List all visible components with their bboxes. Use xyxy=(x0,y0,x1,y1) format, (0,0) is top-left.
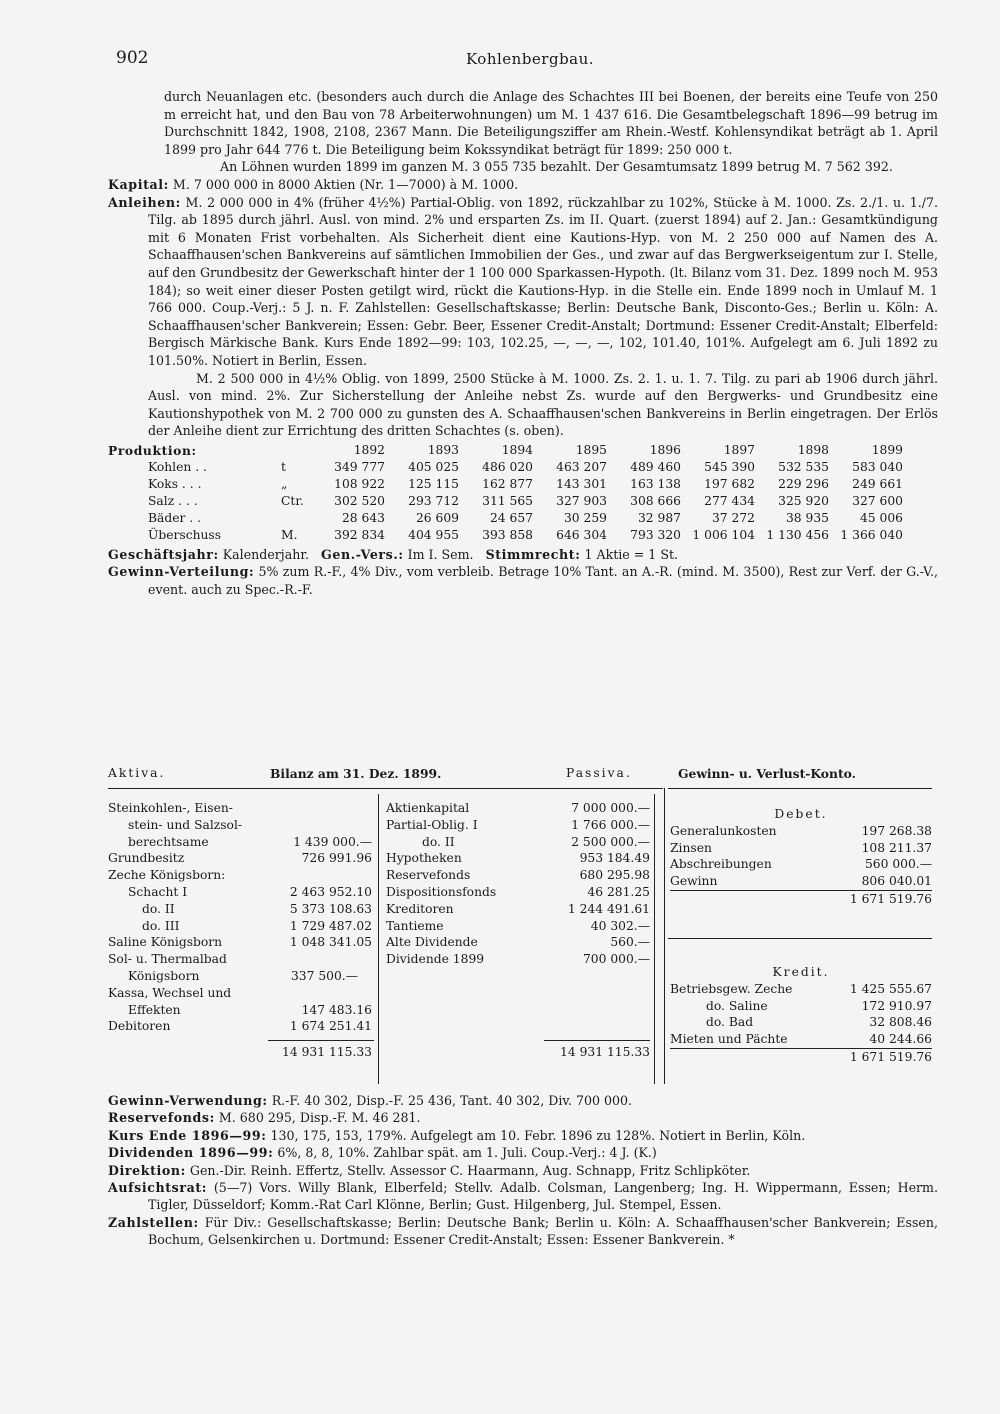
main-text xyxy=(108,88,938,599)
debet-value: 806 040.01 xyxy=(861,874,932,889)
intro-paragraph: durch Neuanlagen etc. (besonders auch durch die Anlage des Schachtes III bei Boenen, der bereits eine Teufe von 250 m erreicht hat, und den Bau von 78 Arbeiterwohnungen) um M. 1 437 616. Die Gesamtbelegschaft 1896—99 betrug im Durchschnitt 1842, 1908, 2108, 2367 Mann. Die Beteiligungsziffer am Rhein.-Westf. Kohlensyndikat beträgt ab 1. April 1899 pro Jahr 644 776 t. Die Beteiligung beim Kokssyndikat beträgt für 1899: 250 000 t. xyxy=(164,89,938,157)
passiva-title: Passiva. xyxy=(566,766,632,780)
aktiva-row xyxy=(108,850,372,867)
debet-row xyxy=(670,840,932,857)
production-unit: M. xyxy=(281,527,298,542)
geschaeftsjahr-text: Kalenderjahr. xyxy=(222,546,309,562)
gv-text: Im I. Sem. xyxy=(407,546,474,562)
tail-text: Gen.-Dir. Reinh. Effertz, Stellv. Assessor C. Haarmann, Aug. Schnapp, Fritz Schlipköter. xyxy=(189,1162,751,1178)
debet-row xyxy=(670,856,932,873)
debet-label: Zinsen xyxy=(670,840,712,855)
production-cell: 545 390 xyxy=(704,459,755,474)
production-cell: 532 535 xyxy=(778,459,829,474)
kredit-total: 1 671 519.76 xyxy=(849,1049,932,1064)
production-cell: 311 565 xyxy=(482,493,533,508)
year-header: 1892 xyxy=(353,442,385,457)
aktiva-label: Kassa, Wechsel und xyxy=(108,985,232,1000)
passiva-value: 680 295.98 xyxy=(579,868,650,883)
production-unit: „ xyxy=(281,476,288,491)
kredit-value: 1 425 555.67 xyxy=(849,981,932,996)
rule xyxy=(654,794,655,1084)
production-row-label: Überschuss xyxy=(148,527,222,542)
aktiva-row xyxy=(108,918,372,935)
debet-value: 108 211.37 xyxy=(861,840,932,855)
aktiva-total-row xyxy=(108,1044,372,1061)
production-row xyxy=(108,459,907,476)
aktiva-list xyxy=(108,800,372,1035)
tail-entry xyxy=(108,1144,938,1161)
year-header: 1899 xyxy=(871,442,903,457)
production-cell: 486 020 xyxy=(482,459,533,474)
aktiva-row xyxy=(108,800,372,817)
debet-label: Abschreibungen xyxy=(670,857,772,872)
stimmrecht-label: Stimmrecht: xyxy=(485,546,581,562)
production-cell: 163 138 xyxy=(630,476,681,491)
aktiva-label: Saline Königsborn xyxy=(108,935,223,950)
aktiva-label: Debitoren xyxy=(108,1019,171,1034)
passiva-row xyxy=(386,884,650,901)
passiva-value: 1 244 491.61 xyxy=(567,901,650,916)
passiva-row xyxy=(386,934,650,951)
kredit-row xyxy=(670,981,932,998)
anleihen-text: M. 2 000 000 in 4% (früher 4½%) Partial-Oblig. von 1892, rückzahlbar zu 102%, Stücke à M. 1000. Zs. 2./1. u. 1./7. Tilg. ab 1895 durch jährl. Ausl. von mind. 2% und ersparten Zs. im II. Quart. (zuerst 1894) auf 2. Jan.: Gesamtkündigung mit 6 Monaten Frist vorbehalten. Als Sicherheit dient eine Kautions-Hyp. von M. 2 250 000 auf Namen des A. Schaaffhausen'schen Bankvereins auf sämtlichen Immobilien der Ges., und zwar auf das Bergwerkseigentum zur I. Stelle, auf den Grundbesitz der Gewerkschaft hinter der 1 100 000 Sparkassen-Hypoth. (lt. Bilanz vom 31. Dez. 1899 noch M. 953 184); so weit einer dieser Posten getilgt wird, rückt die Kautions-Hyp. in die Stelle ein. Ende 1899 noch in Umlauf M. 1 766 000. Coup.-Verj.: 5 J. n. F. Zahlstellen: Gesellschaftskasse; Berlin: Deutsche Bank, Disconto-Ges.; Berlin u. Köln: A. Schaaffhausen'scher Bankverein; Essen: Gebr. Beer, Essener Credit-Anstalt; Dortmund: Essener Credit-Anstalt; Elberfeld: Bergisch Märkische Bank. Kurs Ende 1892—99: 103, 102.25, —, —, —, 102, 101.40, 101%. Aufgelegt am 6. Juli 1892 zu 101.50%. Notiert in Berlin, Essen. xyxy=(148,194,938,368)
passiva-value: 1 766 000.— xyxy=(571,817,650,832)
passiva-label: Aktienkapital xyxy=(386,801,470,815)
tail-entry xyxy=(108,1109,938,1126)
aktiva-value: 1 048 341.05 xyxy=(289,935,372,950)
aktiva-label: Königsborn xyxy=(128,968,200,983)
geschaeftsjahr-label: Geschäftsjahr: xyxy=(108,546,219,562)
production-cell: 404 955 xyxy=(408,527,459,542)
kredit-row xyxy=(670,998,932,1015)
stimmrecht-text: 1 Aktie = 1 St. xyxy=(584,546,679,562)
tail-text: 130, 175, 153, 179%. Aufgelegt am 10. Febr. 1896 zu 128%. Notiert in Berlin, Köln. xyxy=(270,1127,806,1143)
anleihen-text-2: M. 2 500 000 in 4½% Oblig. von 1899, 2500 Stücke à M. 1000. Zs. 2. 1. u. 1. 7. Tilg. zu pari ab 1906 durch jährl. Ausl. von mind. 2%. Zur Sicherstellung der Anleihe nebst Zs. wurde auf den Bergwerks- und Grundbesitz eine Kautionshypothek von M. 2 700 000 zu gunsten des A. Schaaffhausen'schen Bankvereins in Berlin eingetragen. Der Erlös der Anleihe dient zur Errichtung des dritten Schachtes (s. oben). xyxy=(148,370,938,439)
kredit-value: 32 808.46 xyxy=(869,1015,932,1030)
aktiva-row xyxy=(108,834,372,851)
kredit-value: 40 244.66 xyxy=(869,1032,932,1047)
tail-entries xyxy=(108,1092,938,1249)
production-row xyxy=(108,476,907,493)
aktiva-label: Steinkohlen-, Eisen- xyxy=(108,801,233,815)
production-cell: 393 858 xyxy=(482,527,533,542)
aktiva-label: do. III xyxy=(142,918,180,933)
tail-label: Aufsichtsrat: xyxy=(108,1180,208,1196)
kredit-total-row xyxy=(670,1049,932,1066)
production-cell: 32 987 xyxy=(637,510,681,525)
debet-value: 560 000.— xyxy=(864,857,932,872)
debet-row xyxy=(670,873,932,891)
production-cell: 30 259 xyxy=(563,510,607,525)
passiva-row xyxy=(386,901,650,918)
production-cell: 249 661 xyxy=(852,476,903,491)
production-cell: 293 712 xyxy=(408,493,459,508)
production-cell: 327 903 xyxy=(556,493,607,508)
aktiva-value: 1 439 000.— xyxy=(293,834,372,849)
aktiva-label: Zeche Königsborn: xyxy=(108,868,226,883)
year-header: 1897 xyxy=(723,442,755,457)
gewinn-verteilung-text: 5% zum R.-F., 4% Div., vom verbleib. Betrage 10% Tant. an A.-R. (mind. M. 3500), Rest zur Verf. der G.-V., event. auch zu Spec.-R.-F. xyxy=(148,564,938,598)
aktiva-value: 337 500.— xyxy=(290,968,358,983)
page-number: 902 xyxy=(116,48,149,68)
tail-label: Dividenden 1896—99: xyxy=(108,1145,274,1161)
aktiva-value: 1 729 487.02 xyxy=(289,918,372,933)
aktiva-row xyxy=(108,884,372,901)
production-unit: t xyxy=(281,459,286,474)
year-header: 1896 xyxy=(649,442,681,457)
rule xyxy=(668,938,932,939)
running-title: Kohlenbergbau. xyxy=(466,50,595,68)
year-header: 1895 xyxy=(575,442,607,457)
gewinn-verteilung-entry xyxy=(108,563,938,598)
tail-text: Für Div.: Gesellschaftskasse; Berlin: Deutsche Bank; Berlin u. Köln: A. Schaaffhausen'scher Bankverein; Essen, Bochum, Gelsenkirchen u. Dortmund: Essener Credit-Anstalt; Essen: Essener Bankverein. * xyxy=(148,1214,938,1248)
passiva-value: 46 281.25 xyxy=(587,884,650,899)
production-cell: 1 366 040 xyxy=(840,527,903,542)
passiva-row xyxy=(386,850,650,867)
anleihen-label: Anleihen: xyxy=(108,194,181,210)
debet-label: Gewinn xyxy=(670,874,718,889)
aktiva-row xyxy=(108,934,372,951)
production-cell: 45 006 xyxy=(859,510,903,525)
gv-konto-title: Gewinn- u. Verlust-Konto. xyxy=(678,766,856,781)
production-cell: 583 040 xyxy=(852,459,903,474)
passiva-row xyxy=(386,834,650,851)
tail-label: Direktion: xyxy=(108,1162,186,1178)
passiva-value: 40 302.— xyxy=(590,918,650,933)
gv-label: Gen.-Vers.: xyxy=(320,546,404,562)
debet-label: Generalunkosten xyxy=(670,823,777,838)
production-cell: 26 609 xyxy=(415,510,459,525)
passiva-list xyxy=(386,800,650,968)
passiva-value: 7 000 000.— xyxy=(571,801,650,815)
passiva-label: Alte Dividende xyxy=(386,935,478,950)
production-cell: 349 777 xyxy=(334,459,385,474)
passiva-row xyxy=(386,817,650,834)
kredit-label: do. Saline xyxy=(706,998,768,1013)
passiva-label: Partial-Oblig. I xyxy=(386,817,478,832)
production-row xyxy=(108,527,907,544)
rule xyxy=(668,788,932,789)
passiva-label: Dispositionsfonds xyxy=(386,884,497,899)
aktiva-row xyxy=(108,901,372,918)
kapital-label: Kapital: xyxy=(108,176,169,192)
aktiva-row xyxy=(108,817,372,834)
production-row-label: Bäder . . xyxy=(148,510,202,525)
passiva-label: Hypotheken xyxy=(386,851,462,866)
aktiva-label: berechtsame xyxy=(128,834,209,849)
production-cell: 1 006 104 xyxy=(692,527,755,542)
production-table xyxy=(108,442,907,544)
aktiva-row xyxy=(108,1002,372,1019)
passiva-row xyxy=(386,918,650,935)
kredit-row xyxy=(670,1031,932,1049)
gv-kredit xyxy=(670,964,932,1066)
production-row xyxy=(108,510,907,527)
production-row-label: Salz . . . xyxy=(148,493,198,508)
year-header: 1898 xyxy=(797,442,829,457)
production-unit xyxy=(277,510,315,527)
production-header-row xyxy=(108,442,907,459)
rule xyxy=(108,788,663,789)
production-cell: 489 460 xyxy=(630,459,681,474)
tail-label: Zahlstellen: xyxy=(108,1214,199,1230)
gv-konto xyxy=(670,806,932,908)
passiva-label: do. II xyxy=(422,834,455,849)
production-cell: 646 304 xyxy=(556,527,607,542)
passiva-value: 953 184.49 xyxy=(579,851,650,866)
tail-label: Gewinn-Verwendung: xyxy=(108,1093,268,1108)
passiva-label: Dividende 1899 xyxy=(386,952,485,967)
passiva-row xyxy=(386,800,650,817)
aktiva-row xyxy=(108,985,372,1002)
debet-total-row xyxy=(670,891,932,908)
aktiva-label: Sol- u. Thermalbad xyxy=(108,952,227,967)
bilanz-title: Bilanz am 31. Dez. 1899. xyxy=(270,766,442,781)
passiva-value: 560.— xyxy=(610,935,650,950)
kapital-entry xyxy=(108,176,938,194)
rule xyxy=(378,794,379,1084)
production-cell: 125 115 xyxy=(408,476,459,491)
production-cell: 277 434 xyxy=(704,493,755,508)
aktiva-title: Aktiva. xyxy=(108,766,166,780)
tail-entry xyxy=(108,1127,938,1144)
production-cell: 162 877 xyxy=(482,476,533,491)
passiva-value: 700 000.— xyxy=(582,952,650,967)
debet-row xyxy=(670,823,932,840)
aktiva-row xyxy=(108,1018,372,1035)
production-row-label: Koks . . . xyxy=(148,476,202,491)
production-cell: 38 935 xyxy=(785,510,829,525)
production-cell: 405 025 xyxy=(408,459,459,474)
kredit-title: Kredit. xyxy=(772,965,830,979)
production-cell: 325 920 xyxy=(778,493,829,508)
production-cell: 24 657 xyxy=(489,510,533,525)
year-header: 1893 xyxy=(427,442,459,457)
aktiva-value: 1 674 251.41 xyxy=(289,1019,372,1034)
production-cell: 229 296 xyxy=(778,476,829,491)
debet-value: 197 268.38 xyxy=(861,823,932,838)
production-cell: 392 834 xyxy=(334,527,385,542)
kredit-value: 172 910.97 xyxy=(861,998,932,1013)
aktiva-value: 2 463 952.10 xyxy=(289,884,372,899)
production-unit: Ctr. xyxy=(281,493,304,508)
tail-text: (5—7) Vors. Willy Blank, Elberfeld; Stellv. Adalb. Colsman, Langenberg; Ing. H. Wippermann, Essen; Herm. Tigler, Düsseldorf; Komm.-Rat Carl Klönne, Berlin; Gust. Hilgenberg, Jul. Stempel, Essen. xyxy=(148,1180,938,1213)
production-cell: 108 922 xyxy=(334,476,385,491)
tail-entry xyxy=(108,1214,938,1249)
production-cell: 28 643 xyxy=(341,510,385,525)
aktiva-label: Effekten xyxy=(128,1002,181,1017)
aktiva-label: Schacht I xyxy=(128,884,188,899)
production-row-label: Kohlen . . xyxy=(148,459,207,474)
passiva-total: 14 931 115.33 xyxy=(560,1045,650,1059)
gewinn-verteilung-label: Gewinn-Verteilung: xyxy=(108,564,255,580)
production-cell: 1 130 456 xyxy=(766,527,829,542)
production-cell: 463 207 xyxy=(556,459,607,474)
production-cell: 143 301 xyxy=(556,476,607,491)
kredit-label: Mieten und Pächte xyxy=(670,1032,788,1047)
passiva-label: Kreditoren xyxy=(386,901,454,916)
tail-entry xyxy=(108,1179,938,1214)
kredit-label: Betriebsgew. Zeche xyxy=(670,981,793,996)
production-row xyxy=(108,493,907,510)
intro-paragraph: An Löhnen wurden 1899 im ganzen M. 3 055 735 bezahlt. Der Gesamtumsatz 1899 betrug M. 7 562 392. xyxy=(220,159,893,175)
production-cell: 793 320 xyxy=(630,527,681,542)
aktiva-value: 5 373 108.63 xyxy=(289,901,372,916)
passiva-row xyxy=(386,867,650,884)
aktiva-row xyxy=(108,867,372,884)
passiva-value: 2 500 000.— xyxy=(571,834,650,849)
tail-entry xyxy=(108,1092,938,1109)
aktiva-label: do. II xyxy=(142,901,175,916)
debet-title: Debet. xyxy=(774,807,828,821)
rule xyxy=(544,1040,650,1041)
tail-text: 6%, 8, 8, 10%. Zahlbar spät. am 1. Juli. Coup.-Verj.: 4 J. (K.) xyxy=(277,1145,657,1161)
production-cell: 302 520 xyxy=(334,493,385,508)
rule xyxy=(664,788,665,1084)
production-cell: 327 600 xyxy=(852,493,903,508)
tail-text: R.-F. 40 302, Disp.-F. 25 436, Tant. 40 302, Div. 700 000. xyxy=(271,1093,633,1108)
passiva-label: Reservefonds xyxy=(386,868,471,883)
anleihen-entry xyxy=(108,194,938,370)
balance-sheet xyxy=(108,766,942,1086)
passiva-label: Tantieme xyxy=(386,918,444,933)
rule xyxy=(268,1040,374,1041)
aktiva-label: stein- und Salzsol- xyxy=(128,817,243,832)
passiva-row xyxy=(386,951,650,968)
tail-entry xyxy=(108,1162,938,1179)
aktiva-value: 147 483.16 xyxy=(301,1002,372,1017)
tail-label: Kurs Ende 1896—99: xyxy=(108,1127,267,1143)
produktion-label: Produktion: xyxy=(108,442,197,458)
tail-label: Reservefonds: xyxy=(108,1110,215,1126)
passiva-total-row xyxy=(386,1044,650,1061)
aktiva-label: Grundbesitz xyxy=(108,851,185,866)
geschaeftsjahr-entry xyxy=(108,546,938,564)
aktiva-row xyxy=(108,951,372,968)
aktiva-total: 14 931 115.33 xyxy=(282,1045,372,1059)
aktiva-row xyxy=(108,968,372,985)
kredit-label: do. Bad xyxy=(706,1015,754,1030)
production-cell: 308 666 xyxy=(630,493,681,508)
debet-total: 1 671 519.76 xyxy=(849,891,932,906)
tail-text: M. 680 295, Disp.-F. M. 46 281. xyxy=(218,1110,421,1126)
kapital-text: M. 7 000 000 in 8000 Aktien (Nr. 1—7000) à M. 1000. xyxy=(172,176,519,192)
kredit-row xyxy=(670,1014,932,1031)
production-cell: 197 682 xyxy=(704,476,755,491)
aktiva-value: 726 991.96 xyxy=(301,851,372,866)
production-cell: 37 272 xyxy=(711,510,755,525)
year-header: 1894 xyxy=(501,442,533,457)
